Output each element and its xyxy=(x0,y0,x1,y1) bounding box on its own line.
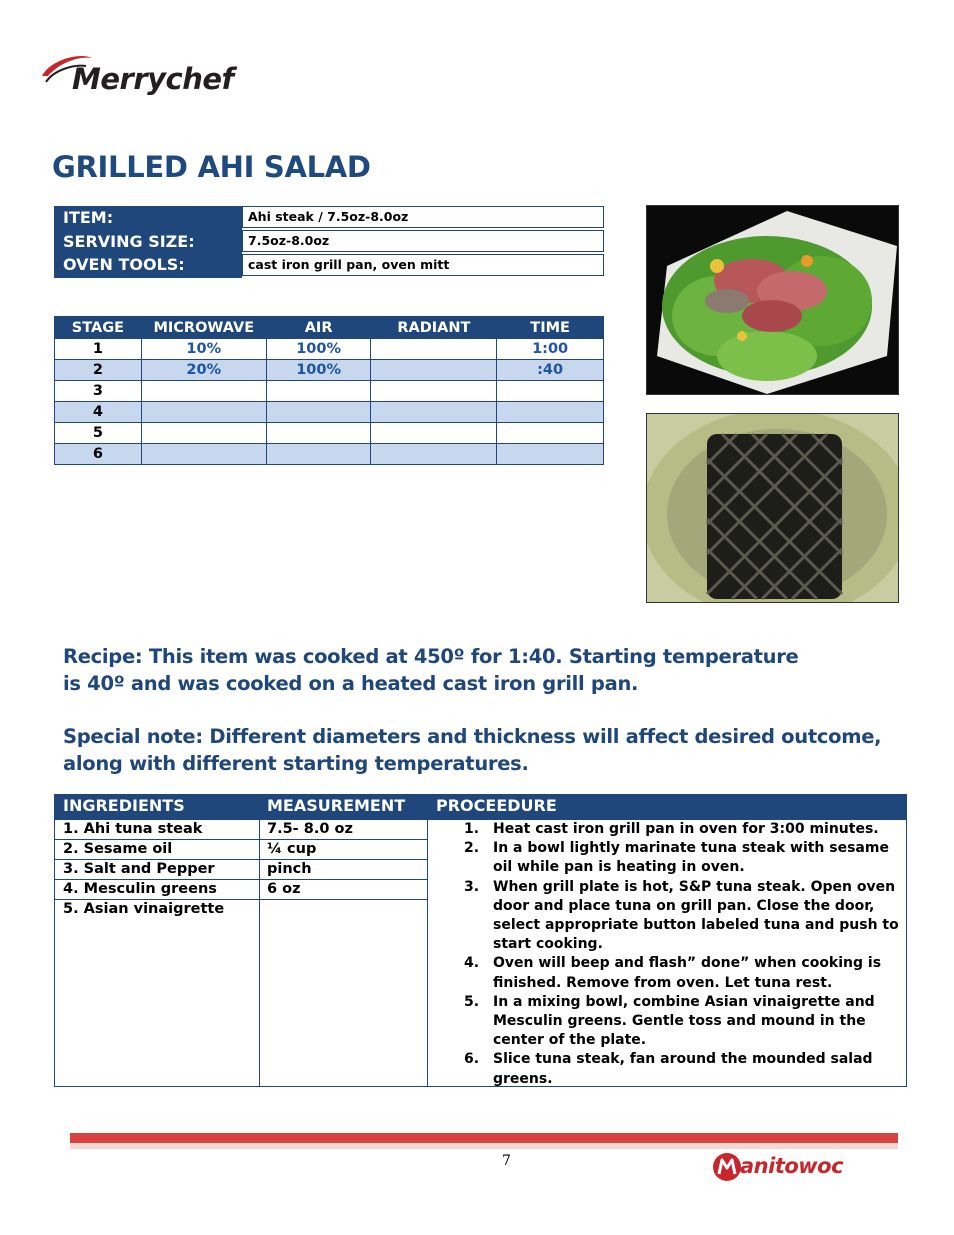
manitowoc-wordmark: anitowoc xyxy=(740,1154,844,1178)
step-number: 2. xyxy=(464,840,480,857)
salad-photo xyxy=(646,205,899,395)
stages-header-row xyxy=(55,317,604,339)
procedure-step xyxy=(460,954,900,992)
ingredient-name: 4. Mesculin greens xyxy=(63,881,217,897)
item-label: ITEM: xyxy=(63,208,114,227)
oven-tools-label: OVEN TOOLS: xyxy=(63,255,185,274)
stage-radiant xyxy=(371,444,497,465)
stage-number: 4 xyxy=(55,402,142,423)
header-ingredients: INGREDIENTS xyxy=(63,796,185,815)
recipe-line: Recipe: This item was cooked at 450º for 1:40. Starting temperature xyxy=(63,645,799,668)
ingredients-body xyxy=(54,819,907,1087)
stage-air xyxy=(266,444,371,465)
stage-time xyxy=(497,381,604,402)
ingredient-measurement: 7.5- 8.0 oz xyxy=(267,821,353,837)
stage-number: 2 xyxy=(55,360,142,381)
stage-air xyxy=(266,402,371,423)
step-text: When grill plate is hot, S&P tuna steak. Open oven door and place tuna on grill pan. Close the door, select appropriate button labeled tuna and push to start cooking. xyxy=(493,878,899,953)
info-values xyxy=(242,206,604,278)
stage-microwave: 20% xyxy=(141,360,266,381)
ingredient-measurement: 6 oz xyxy=(267,881,301,897)
step-number: 5. xyxy=(464,993,480,1010)
ingredients-table xyxy=(54,794,907,1087)
header-measurement: MEASUREMENT xyxy=(267,796,406,815)
serving-size-value: 7.5oz-8.0oz xyxy=(242,230,604,252)
ingredient-name: 5. Asian vinaigrette xyxy=(63,901,225,917)
stage-air: 100% xyxy=(266,360,371,381)
ingredient-measurement: ¼ cup xyxy=(267,841,317,857)
stage-microwave xyxy=(141,381,266,402)
stage-radiant xyxy=(371,381,497,402)
cooking-stages-table xyxy=(54,316,604,465)
stage-microwave: 10% xyxy=(141,339,266,360)
stage-row xyxy=(55,339,604,360)
recipe-line: is 40º and was cooked on a heated cast iron grill pan. xyxy=(63,672,639,695)
procedure-step xyxy=(460,878,900,955)
header-radiant: RADIANT xyxy=(371,317,497,339)
oven-tools-value: cast iron grill pan, oven mitt xyxy=(242,254,604,276)
stage-row xyxy=(55,381,604,402)
merrychef-logo xyxy=(40,52,260,112)
step-text: Oven will beep and flash” done” when cooking is finished. Remove from oven. Let tuna rest. xyxy=(493,955,882,991)
ingredient-name: 2. Sesame oil xyxy=(63,841,173,857)
step-number: 1. xyxy=(464,821,480,837)
stage-air: 100% xyxy=(266,339,371,360)
stage-number: 3 xyxy=(55,381,142,402)
stage-air xyxy=(266,423,371,444)
header-air: AIR xyxy=(266,317,371,339)
stage-row xyxy=(55,423,604,444)
stage-microwave xyxy=(141,423,266,444)
step-text: Slice tuna steak, fan around the mounded salad greens. xyxy=(493,1051,873,1087)
header-procedure: PROCEEDURE xyxy=(436,796,557,815)
procedure-list xyxy=(460,820,900,1089)
stage-radiant xyxy=(371,423,497,444)
procedure-step xyxy=(460,993,900,1051)
stage-radiant xyxy=(371,402,497,423)
stage-time xyxy=(497,402,604,423)
procedure-step xyxy=(460,839,900,877)
ingredient-name: 1. Ahi tuna steak xyxy=(63,821,203,837)
procedure-step xyxy=(460,1050,900,1088)
step-number: 6. xyxy=(464,1051,480,1068)
recipe-description xyxy=(63,643,823,697)
stage-time xyxy=(497,423,604,444)
step-text: In a mixing bowl, combine Asian vinaigrette and Mesculin greens. Gentle toss and mound in the center of the plate. xyxy=(493,993,875,1049)
stage-microwave xyxy=(141,444,266,465)
stage-number: 6 xyxy=(55,444,142,465)
manitowoc-m-icon xyxy=(712,1152,742,1182)
note-line: along with different starting temperatures. xyxy=(63,752,529,775)
stage-row xyxy=(55,402,604,423)
note-line: Special note: Different diameters and thickness will affect desired outcome, xyxy=(63,725,882,748)
stage-air xyxy=(266,381,371,402)
stage-time xyxy=(497,444,604,465)
stage-number: 5 xyxy=(55,423,142,444)
procedure-step xyxy=(460,820,900,839)
ingredient-name: 3. Salt and Pepper xyxy=(63,861,215,877)
footer-rule-shadow xyxy=(70,1143,898,1149)
footer-rule xyxy=(70,1133,898,1143)
stage-radiant xyxy=(371,339,497,360)
header-microwave: MICROWAVE xyxy=(141,317,266,339)
stage-row xyxy=(55,360,604,381)
grill-pan-photo xyxy=(646,413,899,603)
step-number: 3. xyxy=(464,878,480,895)
info-labels xyxy=(54,206,242,278)
stage-time: 1:00 xyxy=(497,339,604,360)
serving-size-label: SERVING SIZE: xyxy=(63,232,195,251)
header-stage: STAGE xyxy=(55,317,142,339)
stage-time: :40 xyxy=(497,360,604,381)
header-time: TIME xyxy=(497,317,604,339)
item-value: Ahi steak / 7.5oz-8.0oz xyxy=(242,206,604,228)
stage-number: 1 xyxy=(55,339,142,360)
stage-microwave xyxy=(141,402,266,423)
step-text: Heat cast iron grill pan in oven for 3:00 minutes. xyxy=(493,821,879,837)
logo-wordmark: Merrychef xyxy=(72,62,234,96)
stage-radiant xyxy=(371,360,497,381)
page-number: 7 xyxy=(502,1153,511,1169)
stage-row xyxy=(55,444,604,465)
step-text: In a bowl lightly marinate tuna steak with sesame oil while pan is heating in oven. xyxy=(493,840,889,876)
manitowoc-logo xyxy=(712,1150,852,1184)
step-number: 4. xyxy=(464,955,480,972)
page-title: GRILLED AHI SALAD xyxy=(52,150,371,184)
ingredient-measurement: pinch xyxy=(267,861,312,877)
ingredients-header-row xyxy=(54,794,907,819)
special-note xyxy=(63,723,923,777)
item-info-table xyxy=(54,206,604,278)
